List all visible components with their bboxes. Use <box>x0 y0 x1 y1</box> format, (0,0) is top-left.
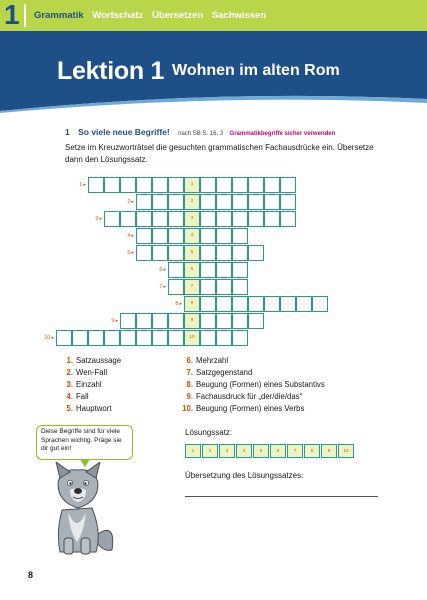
row-number-label: 4 ▸ <box>127 233 134 239</box>
solution-box[interactable] <box>202 444 218 458</box>
exercise-reference: nach SB S. 16, 3 <box>178 131 224 137</box>
crossword-cell[interactable] <box>296 296 312 312</box>
page-number: 8 <box>28 570 34 580</box>
crossword-cell[interactable] <box>136 245 152 261</box>
crossword-cell[interactable] <box>248 296 264 312</box>
crossword-cell[interactable] <box>280 177 296 193</box>
divider <box>24 4 26 27</box>
exercise-title: So viele neue Begriffe! <box>78 127 170 137</box>
crossword-cell[interactable] <box>216 296 232 312</box>
solution-box-number: 2 <box>208 448 212 453</box>
solution-cell[interactable] <box>184 245 200 261</box>
crossword-cell[interactable] <box>200 194 216 210</box>
solution-label: Lösungssatz: <box>185 428 233 437</box>
answer-line <box>185 496 378 497</box>
solution-cell[interactable] <box>184 330 200 346</box>
crossword-cell[interactable] <box>232 279 248 295</box>
crossword-cell[interactable] <box>200 313 216 329</box>
crossword-cell[interactable] <box>264 177 280 193</box>
solution-number: 8 <box>190 300 194 305</box>
crossword-cell[interactable] <box>152 245 168 261</box>
lesson-subtitle: Wohnen im alten Rom <box>172 62 340 79</box>
crossword-cell[interactable] <box>152 211 168 227</box>
crossword-cell[interactable] <box>264 296 280 312</box>
clue-item: 5. Hauptwort <box>66 404 112 413</box>
crossword-cell[interactable] <box>120 211 136 227</box>
crossword-cell[interactable] <box>120 177 136 193</box>
crossword-cell[interactable] <box>72 330 88 346</box>
solution-box[interactable] <box>287 444 303 458</box>
crossword-cell[interactable] <box>232 262 248 278</box>
solution-box-number: 4 <box>242 448 246 453</box>
solution-box-number: 1 <box>191 448 195 453</box>
row-number-label: 8 ▸ <box>175 301 182 307</box>
crossword-cell[interactable] <box>248 313 264 329</box>
crossword-cell[interactable] <box>168 177 184 193</box>
crossword-cell[interactable] <box>152 228 168 244</box>
clue-item: 6. Mehrzahl <box>186 356 229 365</box>
crossword-cell[interactable] <box>312 296 328 312</box>
solution-box[interactable] <box>185 444 201 458</box>
clue-list-left <box>62 355 121 415</box>
tab-sachwissen[interactable]: Sachwissen <box>211 10 267 21</box>
row-number-label: 9 ▸ <box>111 318 118 324</box>
crossword-cell[interactable] <box>200 177 216 193</box>
crossword-cell[interactable] <box>88 330 104 346</box>
solution-cell[interactable] <box>184 211 200 227</box>
crossword-cell[interactable] <box>88 177 104 193</box>
solution-box[interactable] <box>270 444 286 458</box>
tab-grammatik[interactable]: Grammatik <box>34 10 84 21</box>
crossword-cell[interactable] <box>136 313 152 329</box>
crossword-cell[interactable] <box>200 262 216 278</box>
crossword-cell[interactable] <box>264 211 280 227</box>
clue-item: 10. Beugung (Formen) eines Verbs <box>182 404 305 413</box>
clue-item: 4. Fall <box>66 392 89 401</box>
crossword-cell[interactable] <box>136 194 152 210</box>
crossword-cell[interactable] <box>232 330 248 346</box>
crossword-cell[interactable] <box>248 177 264 193</box>
crossword-cell[interactable] <box>136 177 152 193</box>
solution-cell[interactable] <box>184 228 200 244</box>
crossword-cell[interactable] <box>168 262 184 278</box>
crossword-cell[interactable] <box>248 211 264 227</box>
crossword-cell[interactable] <box>216 313 232 329</box>
exercise-instruction: Setze im Kreuzworträtsel die gesuchten grammatischen Fachausdrücke ein. Übersetze dann den Lösungssatz. <box>65 143 374 164</box>
clue-item: 3. Einzahl <box>66 380 102 389</box>
solution-box[interactable] <box>338 444 354 458</box>
solution-cell[interactable] <box>184 296 200 312</box>
crossword-cell[interactable] <box>120 330 136 346</box>
crossword-cell[interactable] <box>232 194 248 210</box>
crossword-cell[interactable] <box>216 330 232 346</box>
crossword-cell[interactable] <box>200 245 216 261</box>
clue-item: 7. Satzgegenstand <box>186 368 253 377</box>
crossword-cell[interactable] <box>248 194 264 210</box>
crossword-cell[interactable] <box>200 296 216 312</box>
solution-number: 5 <box>190 249 194 254</box>
crossword-cell[interactable] <box>168 245 184 261</box>
crossword-cell[interactable] <box>168 228 184 244</box>
crossword-cell[interactable] <box>216 194 232 210</box>
crossword-cell[interactable] <box>104 211 120 227</box>
top-bar <box>0 0 427 31</box>
clue-item: 2. Wen-Fall <box>66 368 108 377</box>
crossword-cell[interactable] <box>152 330 168 346</box>
solution-box-number: 6 <box>276 448 280 453</box>
solution-box-number: 3 <box>225 448 229 453</box>
crossword-cell[interactable] <box>168 211 184 227</box>
row-number-label: 2 ▸ <box>127 199 134 205</box>
crossword-cell[interactable] <box>232 211 248 227</box>
solution-box[interactable] <box>304 444 320 458</box>
crossword-cell[interactable] <box>200 330 216 346</box>
crossword-cell[interactable] <box>200 279 216 295</box>
solution-number: 4 <box>190 232 194 237</box>
crossword-cell[interactable] <box>152 194 168 210</box>
solution-box-number: 7 <box>293 448 297 453</box>
solution-box-number: 8 <box>310 448 314 453</box>
solution-cell[interactable] <box>184 177 200 193</box>
solution-number: 6 <box>190 266 194 271</box>
crossword-cell[interactable] <box>168 194 184 210</box>
wolf-illustration <box>40 462 120 562</box>
crossword-cell[interactable] <box>120 313 136 329</box>
crossword-cell[interactable] <box>168 313 184 329</box>
crossword-cell[interactable] <box>232 313 248 329</box>
solution-cell[interactable] <box>184 194 200 210</box>
solution-box[interactable] <box>321 444 337 458</box>
tab-wortschatz[interactable]: Wortschatz <box>92 10 144 21</box>
crossword-cell[interactable] <box>216 177 232 193</box>
crossword-cell[interactable] <box>232 245 248 261</box>
crossword-cell[interactable] <box>264 194 280 210</box>
solution-box[interactable] <box>236 444 252 458</box>
crossword-cell[interactable] <box>200 228 216 244</box>
speech-bubble: Diese Begriffe sind für viele Sprachen wichtig. Präge sie dir gut ein! <box>36 425 133 460</box>
crossword-cell[interactable] <box>280 296 296 312</box>
row-number-label: 5 ▸ <box>127 250 134 256</box>
row-number-label: 1 ▸ <box>79 182 86 188</box>
crossword-cell[interactable] <box>168 279 184 295</box>
tab-uebersetzen[interactable]: Übersetzen <box>151 10 204 21</box>
solution-cell[interactable] <box>184 262 200 278</box>
clue-item: 1. Satzaussage <box>66 356 122 365</box>
crossword-cell[interactable] <box>56 330 72 346</box>
clue-item: 8. Beugung (Formen) eines Substantivs <box>186 380 325 389</box>
solution-number: 10 <box>189 334 195 339</box>
crossword-cell[interactable] <box>104 330 120 346</box>
crossword-cell[interactable] <box>216 211 232 227</box>
solution-number: 9 <box>190 317 194 322</box>
row-number-label: 10 ▸ <box>44 335 54 341</box>
solution-box[interactable] <box>219 444 235 458</box>
clue-item: 9. Fachausdruck für „der/die/das“ <box>186 392 303 401</box>
crossword-cell[interactable] <box>104 177 120 193</box>
row-number-label: 6 ▸ <box>159 267 166 273</box>
crossword-cell[interactable] <box>232 177 248 193</box>
lesson-title: Lektion 1 <box>57 57 165 85</box>
row-number-label: 3 ▸ <box>95 216 102 222</box>
row-number-label: 7 ▸ <box>159 284 166 290</box>
crossword-cell[interactable] <box>152 177 168 193</box>
crossword-cell[interactable] <box>216 262 232 278</box>
crossword-cell[interactable] <box>216 279 232 295</box>
solution-box[interactable] <box>253 444 269 458</box>
translation-label: Übersetzung des Lösungssatzes: <box>185 471 304 480</box>
exercise-tag: Grammatikbegriffe sicher verwenden <box>229 131 336 137</box>
exercise-number: 1 <box>65 127 70 137</box>
crossword-cell[interactable] <box>152 313 168 329</box>
crossword-cell[interactable] <box>280 194 296 210</box>
crossword-cell[interactable] <box>200 211 216 227</box>
solution-cell[interactable] <box>184 313 200 329</box>
solution-box-number: 9 <box>327 448 331 453</box>
crossword-cell[interactable] <box>232 296 248 312</box>
solution-box-number: 5 <box>259 448 263 453</box>
solution-number: 3 <box>190 215 194 220</box>
crossword-cell[interactable] <box>216 228 232 244</box>
solution-box-number: 10 <box>343 448 349 453</box>
solution-number: 7 <box>190 283 194 288</box>
crossword-cell[interactable] <box>136 330 152 346</box>
crossword-cell[interactable] <box>168 330 184 346</box>
solution-cell[interactable] <box>184 279 200 295</box>
lesson-number: 1 <box>4 0 20 30</box>
crossword-cell[interactable] <box>136 211 152 227</box>
crossword-cell[interactable] <box>248 245 264 261</box>
crossword-cell[interactable] <box>280 211 296 227</box>
crossword-cell[interactable] <box>232 228 248 244</box>
solution-number: 1 <box>190 181 194 186</box>
crossword-cell[interactable] <box>136 228 152 244</box>
clue-list-right <box>182 355 325 415</box>
exercise-heading <box>65 127 335 137</box>
section-tabs <box>34 10 272 21</box>
solution-number: 2 <box>190 198 194 203</box>
crossword-cell[interactable] <box>216 245 232 261</box>
